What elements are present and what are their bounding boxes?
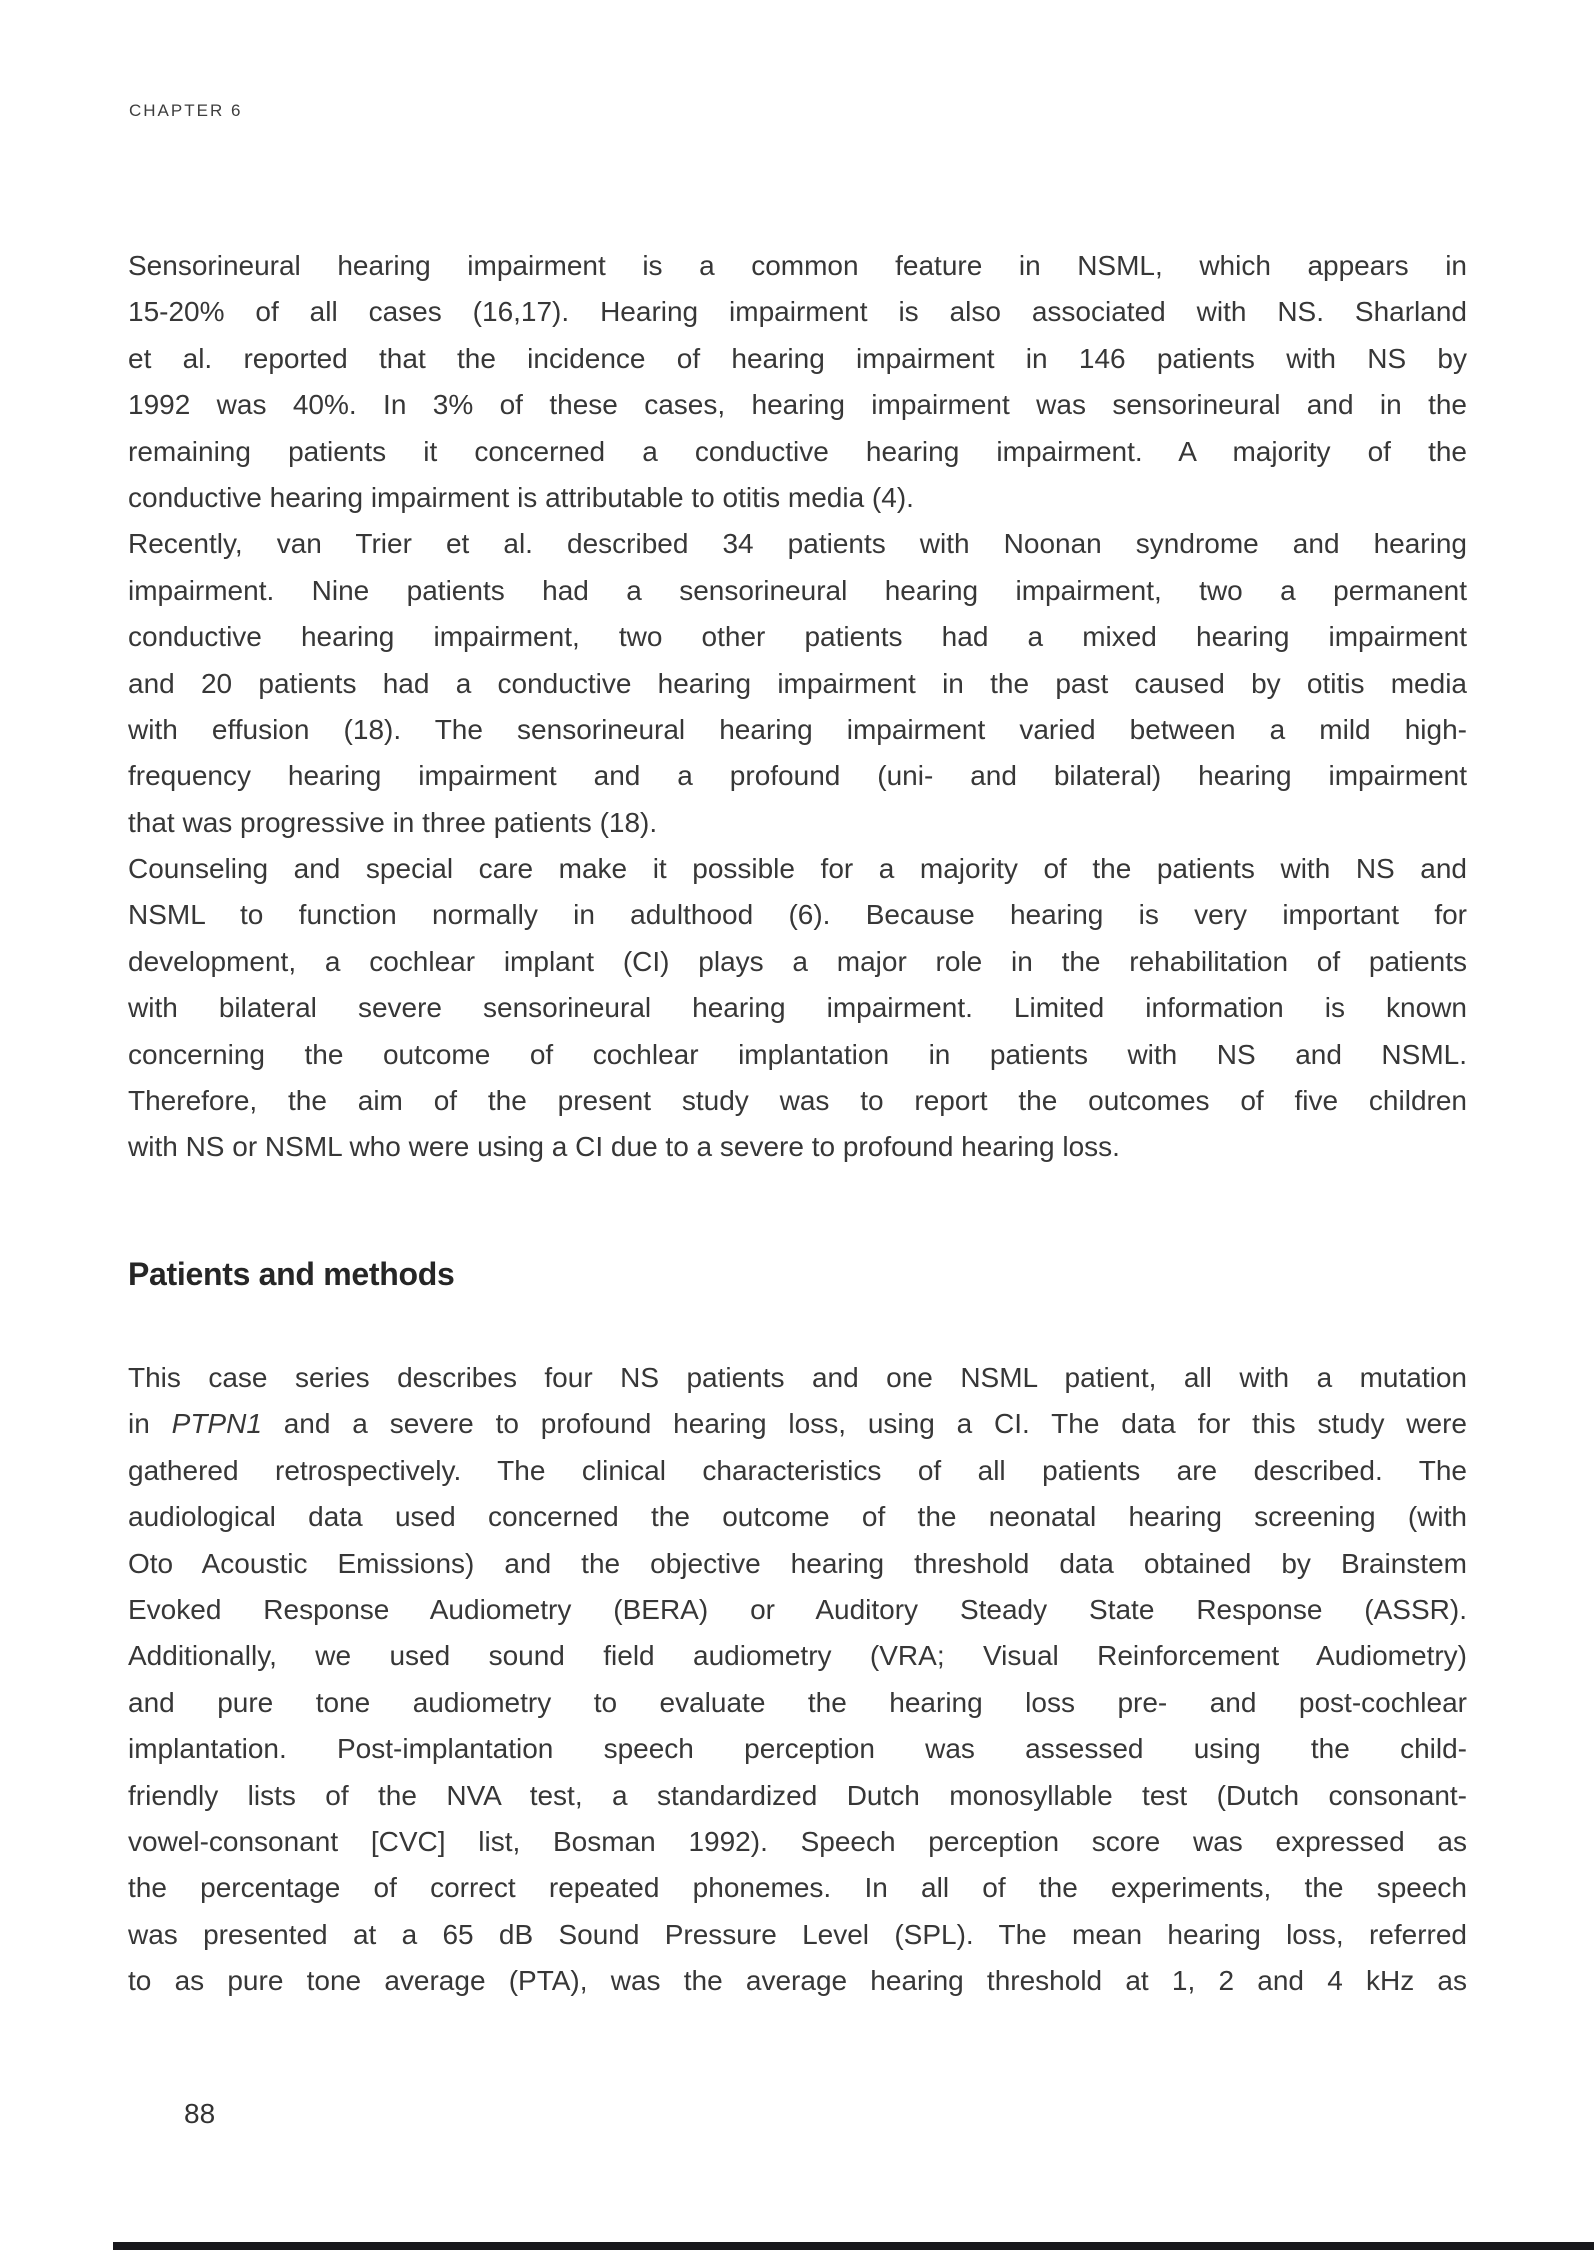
text-line: conductive hearing impairment, two other patients had a mixed hearing impairment bbox=[128, 621, 1467, 653]
text-line: 1992 was 40%. In 3% of these cases, hearing impairment was sensorineural and in the bbox=[128, 389, 1467, 421]
text-line: Additionally, we used sound field audiometry (VRA; Visual Reinforcement Audiometry) bbox=[128, 1640, 1467, 1672]
text-line: Recently, van Trier et al. described 34 patients with Noonan syndrome and hearing bbox=[128, 528, 1467, 560]
text-line: implantation. Post-implantation speech perception was assessed using the child- bbox=[128, 1733, 1467, 1765]
page-number: 88 bbox=[184, 2098, 216, 2129]
methods-text bbox=[128, 1355, 1467, 2004]
text-line: gathered retrospectively. The clinical characteristics of all patients are described. The bbox=[128, 1454, 1467, 1486]
text-line bbox=[128, 1401, 1467, 1447]
gene-name-italic: PTPN1 bbox=[171, 1408, 262, 1440]
text-line: This case series describes four NS patients and one NSML patient, all with a mutation bbox=[128, 1362, 1467, 1393]
text-line: that was progressive in three patients (18). bbox=[128, 806, 658, 838]
text-line: Oto Acoustic Emissions) and the objective hearing threshold data obtained by Brainstem bbox=[128, 1547, 1467, 1579]
text-line: and 20 patients had a conductive hearing impairment in the past caused by otitis media bbox=[128, 667, 1467, 699]
text-line: Sensorineural hearing impairment is a common feature in NSML, which appears in bbox=[128, 250, 1467, 281]
page-edge-bar bbox=[113, 2242, 1594, 2250]
section-heading: Patients and methods bbox=[128, 1256, 455, 1292]
text-line: with bilateral severe sensorineural hearing impairment. Limited information is known bbox=[128, 992, 1467, 1024]
text-line: the percentage of correct repeated phonemes. In all of the experiments, the speech bbox=[128, 1872, 1467, 1904]
text-line: concerning the outcome of cochlear implantation in patients with NS and NSML. bbox=[128, 1038, 1467, 1070]
text-line: conductive hearing impairment is attributable to otitis media (4). bbox=[128, 481, 914, 513]
text-segment: in bbox=[128, 1408, 172, 1440]
text-line: vowel-consonant [CVC] list, Bosman 1992). Speech perception score was expressed as bbox=[128, 1825, 1467, 1857]
paragraph bbox=[128, 1355, 1467, 2004]
text-line: impairment. Nine patients had a sensorineural hearing impairment, two a permanent bbox=[128, 574, 1467, 606]
text-line: audiological data used concerned the outcome of the neonatal hearing screening (with bbox=[128, 1501, 1467, 1533]
intro-text bbox=[128, 243, 1467, 1171]
text-line: 15-20% of all cases (16,17). Hearing impairment is also associated with NS. Sharland bbox=[128, 296, 1467, 328]
paragraph bbox=[128, 521, 1467, 846]
text-line: Evoked Response Audiometry (BERA) or Auditory Steady State Response (ASSR). bbox=[128, 1593, 1467, 1625]
paragraph bbox=[128, 243, 1467, 521]
chapter-header: CHAPTER 6 bbox=[129, 101, 243, 120]
text-line: friendly lists of the NVA test, a standardized Dutch monosyllable test (Dutch consonant- bbox=[128, 1779, 1467, 1811]
text-line: frequency hearing impairment and a profound (uni- and bilateral) hearing impairment bbox=[128, 760, 1467, 792]
text-line: was presented at a 65 dB Sound Pressure Level (SPL). The mean hearing loss, referred bbox=[128, 1918, 1467, 1950]
text-line: with NS or NSML who were using a CI due to a severe to profound hearing loss. bbox=[128, 1131, 1120, 1163]
text-line: NSML to function normally in adulthood (6). Because hearing is very important for bbox=[128, 899, 1467, 931]
text-line: Counseling and special care make it possible for a majority of the patients with NS and bbox=[128, 853, 1467, 885]
text-line: to as pure tone average (PTA), was the average hearing threshold at 1, 2 and 4 kHz as bbox=[128, 1965, 1467, 1997]
text-line: development, a cochlear implant (CI) plays a major role in the rehabilitation of patients bbox=[128, 945, 1467, 977]
text-line: with effusion (18). The sensorineural hearing impairment varied between a mild high- bbox=[128, 713, 1467, 745]
text-line: remaining patients it concerned a conductive hearing impairment. A majority of the bbox=[128, 435, 1467, 467]
text-line: Therefore, the aim of the present study was to report the outcomes of five children bbox=[128, 1085, 1467, 1117]
text-line: and pure tone audiometry to evaluate the hearing loss pre- and post-cochlear bbox=[128, 1686, 1467, 1718]
text-segment: and a severe to profound hearing loss, using a CI. The data for this study were bbox=[261, 1408, 1467, 1440]
text-line: et al. reported that the incidence of hearing impairment in 146 patients with NS by bbox=[128, 342, 1467, 374]
paragraph bbox=[128, 846, 1467, 1171]
